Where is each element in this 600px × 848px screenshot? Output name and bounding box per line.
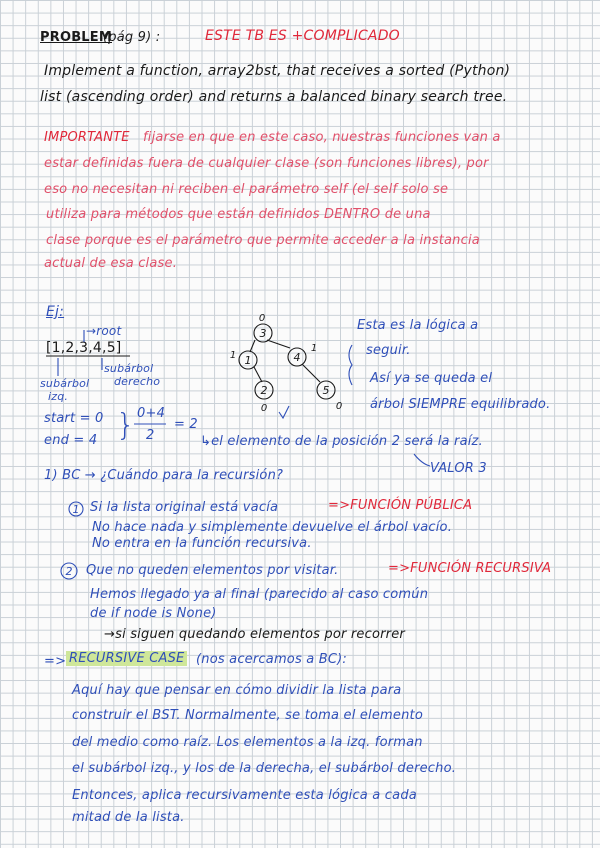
important-label: IMPORTANTE (44, 130, 130, 145)
left-subtree-label-2: izq. (48, 390, 69, 403)
recursive-p-4: el subárbol izq., y los de la derecha, el subárbol derecho. (72, 761, 457, 776)
depth-label-5: 0 (335, 401, 343, 412)
root-position-note: ↳el elemento de la posición 2 será la raíz. (200, 434, 483, 449)
edge-4-5 (302, 364, 320, 382)
recursive-p-3: del medio como raíz. Los elementos a la izq. forman (72, 735, 423, 750)
bc-item-2: Que no queden elementos por visitar. (86, 563, 339, 578)
logic-brace (349, 345, 352, 385)
depth-label-2: 0 (260, 403, 268, 414)
bc-item-1-line-3: No entra en la función recursiva. (92, 536, 312, 551)
example-array: [1,2,3,4,5] (46, 340, 122, 356)
root-label: →root (86, 324, 122, 338)
root-value-note: VALOR 3 (430, 461, 487, 476)
right-subtree-label-2: derecho (114, 375, 161, 388)
important-line-6: actual de esa clase. (44, 256, 178, 271)
problem-label: PROBLEM (40, 30, 112, 45)
check-mark (279, 406, 289, 418)
bc-item-2-tag: =>FUNCIÓN RECURSIVA (388, 561, 552, 576)
bc-item-2-line-3: de if node is None) (90, 606, 217, 621)
depth-label-1: 1 (229, 350, 237, 361)
node-label-1: 1 (244, 354, 252, 367)
circle-number-2: 2 (65, 565, 73, 578)
important-line-3: eso no necesitan ni reciben el parámetro self (el self solo se (44, 182, 449, 197)
bc-heading: 1) BC → ¿Cuándo para la recursión? (44, 468, 284, 483)
important-line-5: clase porque es el parámetro que permite acceder a la instancia (46, 233, 480, 248)
logic-note-1: Esta es la lógica a (357, 318, 479, 333)
edge-3-4 (267, 340, 290, 348)
bc-item-1: Si la lista original está vacía (90, 500, 279, 515)
depth-label-4: 1 (310, 343, 318, 354)
recursive-p-6: mitad de la lista. (72, 810, 185, 825)
example-label: Ej: (46, 304, 65, 320)
logic-note-3: Así ya se queda el (370, 371, 493, 386)
recursive-case-label-rest: (nos acercamos a BC): (196, 652, 348, 667)
right-subtree-label-1: subárbol (104, 362, 154, 375)
node-label-2: 2 (260, 384, 268, 397)
bc-item-1-tag: =>FUNCIÓN PÚBLICA (328, 498, 473, 513)
important-line-4: utiliza para métodos que están definidos DENTRO de una (46, 207, 431, 222)
statement-line-1: Implement a function, array2bst, that receives a sorted (Python) (44, 63, 511, 79)
depth-label-root: 0 (258, 313, 266, 324)
brace: } (116, 408, 136, 443)
page-reference: (pág 9) : (103, 30, 161, 45)
edge-1-2 (254, 367, 262, 382)
end-value: end = 4 (44, 433, 98, 448)
edge-3-1 (250, 340, 255, 352)
fraction-result: = 2 (174, 417, 198, 432)
recursive-p-5: Entonces, aplica recursivamente esta lógica a cada (72, 788, 417, 803)
start-value: start = 0 (44, 411, 104, 426)
recursive-note: →si siguen quedando elementos por recorrer (104, 627, 405, 642)
important-line-2: estar definidas fuera de cualquier clase (son funciones libres), por (44, 156, 489, 171)
recursive-case-label: RECURSIVE CASE (66, 651, 187, 666)
bc-item-1-line-2: No hace nada y simplemente devuelve el árbol vacío. (92, 520, 453, 535)
fraction-denominator: 2 (146, 428, 155, 443)
left-subtree-label-1: subárbol (40, 377, 90, 390)
logic-note-4: árbol SIEMPRE equilibrado. (370, 397, 551, 412)
node-label-3: 3 (259, 327, 267, 340)
fraction-numerator: 0+4 (137, 406, 166, 421)
circle-number-1: 1 (72, 503, 80, 516)
bc-item-2-line-2: Hemos llegado ya al final (parecido al caso común (90, 587, 429, 602)
node-label-4: 4 (293, 351, 301, 364)
recursive-p-1: Aquí hay que pensar en cómo dividir la lista para (72, 683, 402, 698)
recursive-p-2: construir el BST. Normalmente, se toma el elemento (72, 708, 424, 723)
difficulty-comment: ESTE TB ES +COMPLICADO (205, 28, 400, 44)
statement-line-2: list (ascending order) and returns a balanced binary search tree. (40, 89, 508, 105)
node-label-5: 5 (322, 384, 330, 397)
recursive-arrow: => (44, 654, 67, 669)
important-line-1: fijarse en que en este caso, nuestras funciones van a (143, 130, 501, 145)
logic-note-2: seguir. (366, 343, 411, 358)
